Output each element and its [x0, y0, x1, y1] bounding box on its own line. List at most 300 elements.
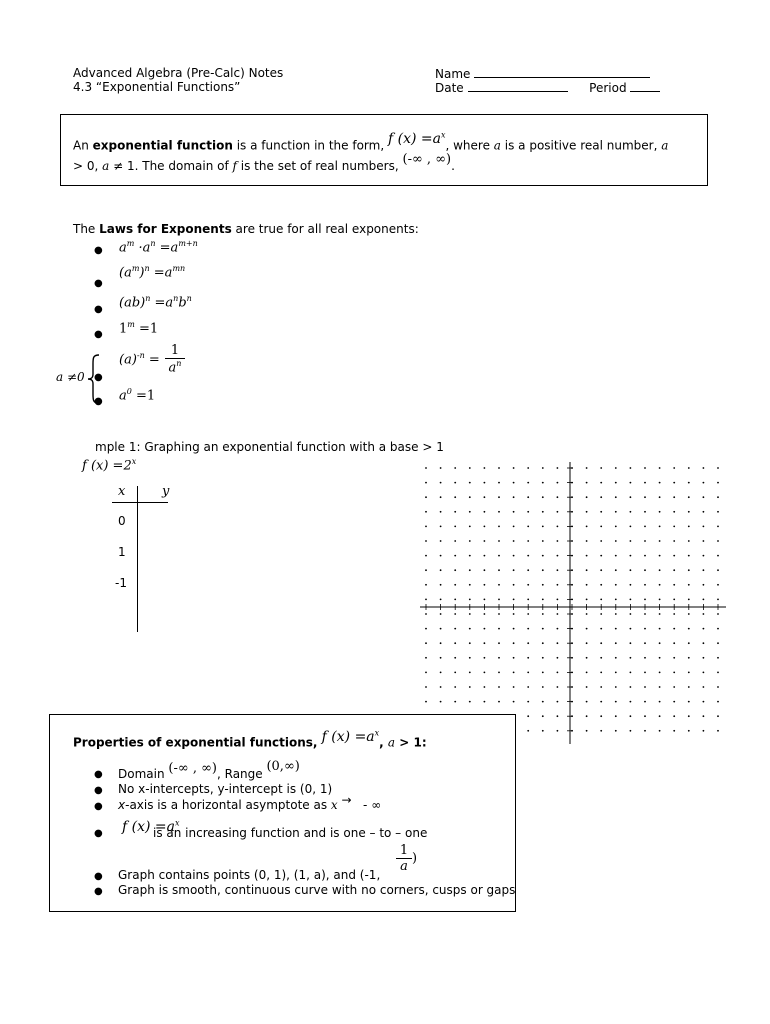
table-row: -1: [115, 576, 127, 590]
grid-dot: [644, 672, 646, 674]
grid-dot: [630, 613, 632, 615]
table-header-y: y: [162, 484, 170, 499]
grid-dot: [557, 613, 559, 615]
property-increasing: f $(x) =a^x$: [122, 818, 180, 835]
law-negative: $(a)^{-n}$ =: [119, 351, 160, 368]
grid-dot: [586, 526, 588, 528]
grid-dot: [644, 642, 646, 644]
grid-dot: [615, 657, 617, 659]
bullet-1: ●: [94, 245, 103, 256]
grid-dot: [498, 642, 500, 644]
grid-dot: [703, 496, 705, 498]
grid-dot: [440, 628, 442, 630]
grid-dot: [600, 540, 602, 542]
grid-dot: [703, 599, 705, 601]
grid-dot: [425, 628, 427, 630]
grid-dot: [498, 540, 500, 542]
grid-dot: [440, 496, 442, 498]
grid-dot: [484, 686, 486, 688]
grid-dot: [644, 482, 646, 484]
property-intercepts: No x-intercepts, y-intercept is (0, 1): [118, 782, 333, 796]
grid-dot: [630, 599, 632, 601]
grid-dot: [513, 686, 515, 688]
grid-dot: [484, 482, 486, 484]
grid-dot: [542, 672, 544, 674]
grid-dot: [440, 686, 442, 688]
grid-dot: [586, 672, 588, 674]
grid-dot: [542, 467, 544, 469]
grid-dot: [425, 511, 427, 513]
fraction-num: 1: [170, 343, 180, 358]
grid-dot: [440, 555, 442, 557]
grid-dot: [673, 686, 675, 688]
grid-dot: [498, 467, 500, 469]
grid-dot: [644, 467, 646, 469]
grid-dot: [600, 686, 602, 688]
grid-dot: [454, 642, 456, 644]
grid-dot: [673, 511, 675, 513]
grid-dot: [703, 569, 705, 571]
grid-dot: [454, 511, 456, 513]
grid-dot: [484, 467, 486, 469]
grid-dot: [484, 496, 486, 498]
grid-dot: [615, 584, 617, 586]
grid-dot: [527, 701, 529, 703]
grid-dot: [615, 569, 617, 571]
grid-dot: [644, 584, 646, 586]
grid-dot: [557, 642, 559, 644]
grid-dot: [586, 482, 588, 484]
grid-dot: [717, 701, 719, 703]
grid-dot: [425, 526, 427, 528]
law-product: $a^m \cdot a^n =a^{m+n}$: [119, 239, 198, 256]
grid-dot: [440, 569, 442, 571]
table-header-x: x: [118, 484, 126, 499]
grid-dot: [673, 672, 675, 674]
grid-dot: [673, 482, 675, 484]
properties-box: [49, 714, 516, 912]
table-row: 1: [118, 545, 126, 559]
grid-dot: [484, 672, 486, 674]
grid-dot: [513, 467, 515, 469]
grid-dot: [527, 599, 529, 601]
grid-dot: [615, 467, 617, 469]
fraction: [165, 343, 185, 375]
grid-dot: [673, 526, 675, 528]
grid-dot: [659, 496, 661, 498]
grid-dot: [644, 701, 646, 703]
grid-dot: [659, 701, 661, 703]
grid-dot: [630, 672, 632, 674]
grid-dot: [527, 467, 529, 469]
grid-dot: [630, 467, 632, 469]
property-smooth: Graph is smooth, continuous curve with no corners, cusps or gaps: [118, 883, 516, 897]
grid-dot: [600, 555, 602, 557]
grid-dot: [542, 701, 544, 703]
grid-dot: [542, 584, 544, 586]
name-field: [435, 66, 650, 81]
grid-dot: [527, 686, 529, 688]
grid-dot: [527, 730, 529, 732]
grid-dot: [513, 540, 515, 542]
grid-dot: [615, 599, 617, 601]
grid-dot: [454, 672, 456, 674]
grid-dot: [703, 540, 705, 542]
grid-dot: [703, 584, 705, 586]
grid-dot: [454, 599, 456, 601]
grid-dot: [717, 686, 719, 688]
grid-dot: [557, 511, 559, 513]
grid-dot: [586, 599, 588, 601]
grid-dot: [484, 540, 486, 542]
grid-dot: [586, 584, 588, 586]
grid-dot: [688, 715, 690, 717]
period-label: Period: [589, 81, 627, 95]
grid-dot: [557, 730, 559, 732]
property-increasing-text: is an increasing function and is one – to – one: [153, 826, 428, 840]
grid-dot: [717, 555, 719, 557]
grid-dot: [630, 584, 632, 586]
grid-dot: [557, 555, 559, 557]
grid-dot: [557, 467, 559, 469]
grid-dot: [557, 599, 559, 601]
grid-dot: [484, 555, 486, 557]
grid-dot: [703, 642, 705, 644]
grid-dot: [484, 526, 486, 528]
grid-dot: [615, 496, 617, 498]
grid-dot: [644, 496, 646, 498]
grid-dot: [454, 555, 456, 557]
grid-dot: [527, 482, 529, 484]
grid-dot: [425, 613, 427, 615]
grid-dot: [717, 628, 719, 630]
bullet-prop-3: ●: [94, 801, 103, 812]
grid-dot: [688, 584, 690, 586]
grid-dot: [688, 482, 690, 484]
grid-dot: [513, 584, 515, 586]
grid-dot: [600, 467, 602, 469]
grid-dot: [527, 613, 529, 615]
grid-dot: [498, 482, 500, 484]
fraction-den: $a^n$: [165, 358, 185, 375]
grid-dot: [527, 540, 529, 542]
grid-dot: [513, 657, 515, 659]
grid-dot: [586, 555, 588, 557]
grid-dot: [659, 657, 661, 659]
grid-dot: [644, 628, 646, 630]
grid-dot: [469, 701, 471, 703]
grid-dot: [469, 526, 471, 528]
grid-dot: [615, 511, 617, 513]
grid-dot: [469, 511, 471, 513]
grid-dot: [717, 715, 719, 717]
grid-dot: [498, 511, 500, 513]
grid-dot: [630, 496, 632, 498]
grid-dot: [630, 628, 632, 630]
bullet-6: ●: [94, 396, 103, 407]
grid-dot: [527, 511, 529, 513]
grid-dot: [498, 701, 500, 703]
grid-dot: [630, 642, 632, 644]
grid-dot: [644, 730, 646, 732]
grid-dot: [600, 584, 602, 586]
law-product-power: $(ab)^n =a^nb^n$: [119, 294, 192, 311]
grid-dot: [600, 657, 602, 659]
grid-dot: [498, 496, 500, 498]
grid-dot: [440, 540, 442, 542]
grid-dot: [557, 540, 559, 542]
grid-dot: [527, 569, 529, 571]
grid-dot: [454, 467, 456, 469]
bullet-5: ●: [94, 372, 103, 383]
grid-dot: [586, 686, 588, 688]
grid-dot: [440, 482, 442, 484]
grid-dot: [717, 540, 719, 542]
grid-dot: [557, 496, 559, 498]
grid-dot: [542, 569, 544, 571]
grid-dot: [673, 657, 675, 659]
grid-dot: [484, 642, 486, 644]
grid-dot: [673, 642, 675, 644]
grid-dot: [630, 657, 632, 659]
grid-dot: [717, 467, 719, 469]
grid-dot: [557, 672, 559, 674]
grid-dot: [717, 730, 719, 732]
grid-dot: [469, 555, 471, 557]
date-blank: [468, 80, 568, 92]
grid-dot: [688, 555, 690, 557]
grid-dot: [688, 701, 690, 703]
grid-dot: [673, 628, 675, 630]
bullet-prop-4: ●: [94, 828, 103, 839]
grid-dot: [673, 584, 675, 586]
grid-dot: [454, 657, 456, 659]
date-label: Date: [435, 81, 464, 95]
grid-dot: [454, 569, 456, 571]
grid-dot: [688, 569, 690, 571]
law-one: $1^m =1$: [119, 320, 159, 337]
grid-dot: [586, 511, 588, 513]
grid-dot: [600, 599, 602, 601]
grid-dot: [527, 715, 529, 717]
grid-dot: [513, 672, 515, 674]
bullet-prop-5: ●: [94, 871, 103, 882]
grid-dot: [527, 584, 529, 586]
property-domain-range: Domain (-∞ , ∞), Range (0,∞): [118, 759, 300, 781]
properties-title: Properties of exponential functions, f $(x) =a^x$, a > 1:: [73, 728, 427, 750]
grid-dot: [469, 613, 471, 615]
grid-dot: [688, 613, 690, 615]
grid-dot: [513, 526, 515, 528]
grid-dot: [557, 628, 559, 630]
grid-dot: [484, 569, 486, 571]
grid-dot: [615, 526, 617, 528]
grid-dot: [703, 526, 705, 528]
grid-dot: [513, 701, 515, 703]
grid-dot: [630, 526, 632, 528]
grid-dot: [527, 657, 529, 659]
grid-dot: [615, 686, 617, 688]
grid-dot: [717, 511, 719, 513]
grid-dot: [630, 569, 632, 571]
grid-dot: [717, 599, 719, 601]
grid-dot: [688, 599, 690, 601]
coordinate-grid: [420, 462, 726, 744]
section-title: 4.3 “Exponential Functions”: [73, 80, 241, 94]
grid-dot: [703, 555, 705, 557]
grid-dot: [542, 613, 544, 615]
grid-dot: [703, 657, 705, 659]
grid-dot: [557, 657, 559, 659]
grid-dot: [615, 540, 617, 542]
grid-dot: [557, 526, 559, 528]
grid-dot: [630, 701, 632, 703]
grid-dot: [659, 613, 661, 615]
law-power: $(a^m)^n =a^{mn}$: [119, 264, 186, 281]
course-title: Advanced Algebra (Pre-Calc) Notes: [73, 66, 284, 80]
grid-dot: [673, 569, 675, 571]
example-title: mple 1: Graphing an exponential function with a base > 1: [95, 440, 444, 454]
grid-dot: [513, 613, 515, 615]
property-asymptote: x-axis is a horizontal asymptote as x → - ∞: [118, 793, 382, 812]
grid-dot: [542, 628, 544, 630]
grid-dot: [484, 701, 486, 703]
grid-dot: [630, 715, 632, 717]
grid-dot: [659, 628, 661, 630]
grid-dot: [586, 540, 588, 542]
bullet-prop-6: ●: [94, 886, 103, 897]
grid-dot: [557, 701, 559, 703]
grid-dot: [586, 613, 588, 615]
grid-dot: [615, 482, 617, 484]
grid-dot: [469, 584, 471, 586]
grid-dot: [542, 555, 544, 557]
grid-dot: [717, 642, 719, 644]
grid-dot: [454, 540, 456, 542]
grid-dot: [527, 555, 529, 557]
grid-dot: [659, 540, 661, 542]
grid-dot: [513, 482, 515, 484]
grid-dot: [717, 657, 719, 659]
grid-dot: [542, 511, 544, 513]
grid-dot: [703, 613, 705, 615]
grid-dot: [440, 613, 442, 615]
grid-dot: [673, 467, 675, 469]
grid-dot: [630, 555, 632, 557]
grid-dot: [703, 467, 705, 469]
grid-dot: [425, 657, 427, 659]
grid-dot: [703, 482, 705, 484]
grid-dot: [440, 642, 442, 644]
grid-dot: [454, 482, 456, 484]
grid-dot: [600, 730, 602, 732]
grid-dot: [586, 569, 588, 571]
grid-dot: [703, 701, 705, 703]
grid-dot: [469, 628, 471, 630]
grid-dot: [615, 672, 617, 674]
nonzero-condition: a ≠0: [56, 370, 85, 384]
grid-dot: [630, 482, 632, 484]
grid-dot: [659, 730, 661, 732]
grid-dot: [659, 642, 661, 644]
grid-dot: [600, 496, 602, 498]
grid-dot: [498, 569, 500, 571]
grid-dot: [673, 715, 675, 717]
example-function: f $(x) =2^x$: [82, 457, 137, 474]
bullet-prop-2: ●: [94, 785, 103, 796]
grid-dot: [440, 467, 442, 469]
grid-dot: [717, 584, 719, 586]
definition-term: exponential function: [92, 138, 233, 153]
definition-line-1: An exponential function is a function in the form, f $(x) =a^x$, where a is a positive real number, a: [73, 130, 669, 153]
grid-dot: [703, 628, 705, 630]
grid-dot: [615, 701, 617, 703]
properties-formula: f $(x) =a^x$: [321, 728, 380, 745]
grid-dot: [498, 628, 500, 630]
grid-dot: [717, 672, 719, 674]
grid-dot: [469, 672, 471, 674]
grid-dot: [484, 584, 486, 586]
grid-dot: [498, 657, 500, 659]
grid-dot: [688, 467, 690, 469]
grid-dot: [600, 613, 602, 615]
grid-dot: [440, 599, 442, 601]
grid-dot: [425, 540, 427, 542]
grid-dot: [586, 701, 588, 703]
period-blank: [630, 80, 660, 92]
grid-dot: [440, 672, 442, 674]
grid-dot: [615, 642, 617, 644]
grid-dot: [703, 686, 705, 688]
grid-dot: [673, 496, 675, 498]
grid-dot: [513, 496, 515, 498]
name-label: Name: [435, 67, 471, 81]
definition-formula: f $(x) =a^x$: [387, 130, 446, 147]
grid-dot: [542, 686, 544, 688]
grid-dot: [425, 599, 427, 601]
grid-dot: [630, 686, 632, 688]
grid-dot: [703, 730, 705, 732]
grid-dot: [425, 642, 427, 644]
grid-dot: [644, 540, 646, 542]
grid-dot: [498, 555, 500, 557]
grid-dot: [644, 599, 646, 601]
grid-dot: [717, 569, 719, 571]
bullet-2: ●: [94, 278, 103, 289]
grid-dot: [425, 496, 427, 498]
grid-dot: [644, 715, 646, 717]
grid-dot: [688, 686, 690, 688]
grid-dot: [513, 642, 515, 644]
grid-dot: [659, 715, 661, 717]
grid-dot: [557, 569, 559, 571]
table-column-rule: [137, 486, 138, 632]
grid-dot: [484, 511, 486, 513]
property-fraction-paren: ): [412, 851, 418, 866]
grid-dot: [615, 628, 617, 630]
grid-dot: [469, 642, 471, 644]
grid-dot: [659, 672, 661, 674]
property-fraction: 1 a: [396, 843, 412, 874]
grid-dot: [484, 628, 486, 630]
grid-dot: [673, 730, 675, 732]
grid-dot: [659, 584, 661, 586]
grid-dot: [615, 730, 617, 732]
grid-dot: [615, 715, 617, 717]
grid-dot: [557, 686, 559, 688]
grid-dot: [425, 569, 427, 571]
definition-line-2: > 0, a ≠ 1. The domain of f is the set of real numbers, (-∞ , ∞).: [73, 152, 455, 173]
